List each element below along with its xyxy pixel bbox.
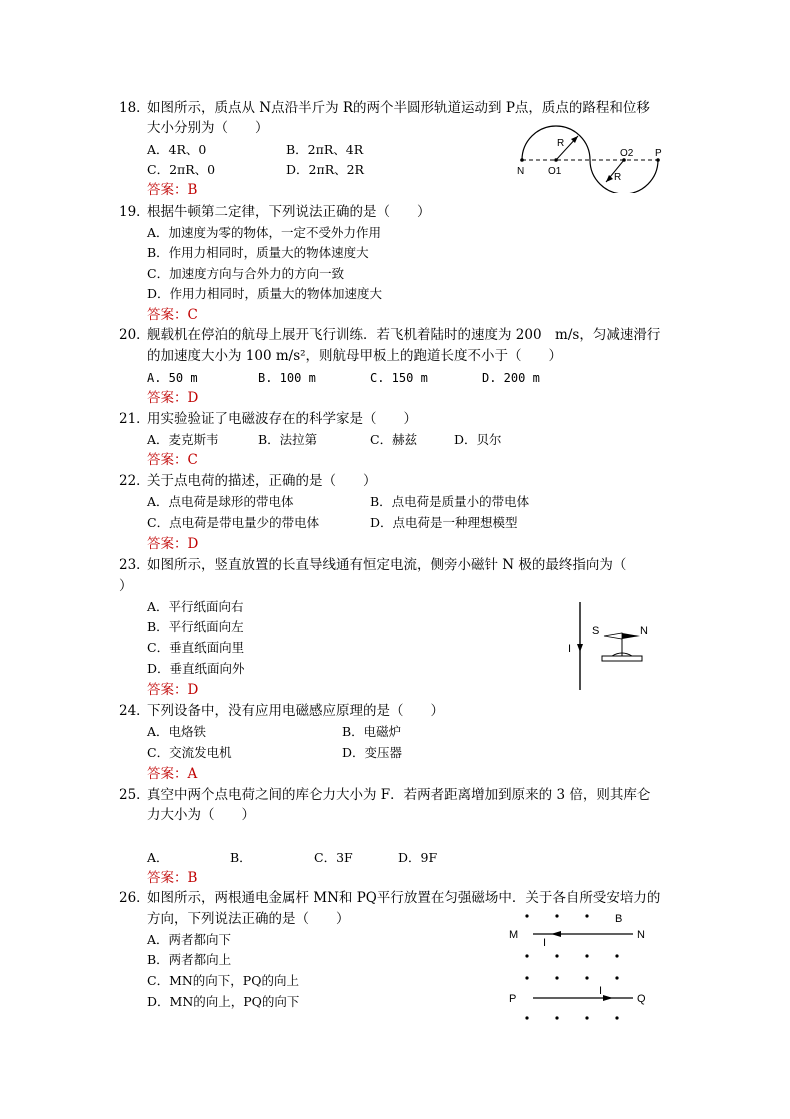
q23-label-i: I: [568, 643, 572, 655]
question-22-number: 22．: [119, 473, 150, 489]
question-21-text-1: 用实验验证了电磁波存在的科学家是（ ）: [147, 411, 417, 427]
q20-option-c: C. 150 m: [370, 371, 428, 385]
q18-answer: 答案：B: [147, 182, 198, 198]
q25-option-c: C．3F: [314, 850, 353, 865]
q19-option-d: D．作用力相同时，质量大的物体加速度大: [147, 286, 383, 301]
q21-option-d: D．贝尔: [454, 432, 502, 447]
q18-semicircle-figure: [510, 118, 670, 193]
q23-label-n: N: [640, 625, 648, 637]
q26-option-c: C．MN的向下，PQ的向上: [147, 973, 299, 988]
q23-option-c: C．垂直纸面向里: [147, 640, 245, 655]
q24-option-d: D．变压器: [342, 745, 403, 760]
q24-answer: 答案：A: [147, 766, 198, 782]
question-25-text-1: 真空中两个点电荷之间的库仑力大小为 F．若两者距离增加到原来的 3 倍，则其库仑: [147, 787, 651, 803]
q21-answer: 答案：C: [147, 452, 198, 468]
q25-answer: 答案：B: [147, 870, 198, 886]
q21-option-a: A．麦克斯韦: [147, 432, 219, 447]
question-20-text-1: 舰载机在停泊的航母上展开飞行训练．若飞机着陆时的速度为 200 m/s，匀减速滑行: [147, 327, 661, 343]
q20-option-a: A. 50 m: [147, 371, 198, 385]
q18-option-d: D．2πR、2R: [286, 162, 364, 177]
q23-label-s: S: [592, 625, 600, 637]
q26-label-m: M: [509, 929, 519, 941]
q23-option-b: B．平行纸面向左: [147, 619, 244, 634]
field-dot: [525, 1016, 528, 1019]
field-dot: [555, 914, 558, 917]
q19-option-a: A．加速度为零的物体，一定不受外力作用: [147, 225, 382, 240]
question-26-text-1: 如图所示，两根通电金属杆 MN和 PQ平行放置在匀强磁场中．关于各自所受安培力的: [147, 890, 661, 906]
q26-magnetic-field-figure: [505, 906, 655, 1022]
q24-option-a: A．电烙铁: [147, 724, 207, 739]
q18-option-c: C．2πR、0: [147, 162, 216, 177]
question-23-number: 23．: [119, 557, 150, 573]
q26-label-i-bottom: I: [599, 985, 603, 997]
q23-option-a: A．平行纸面向右: [147, 599, 244, 614]
question-20-text-2: 的加速度大小为 100 m/s²，则航母甲板上的跑道长度不小于（ ）: [147, 348, 563, 364]
q22-option-a: A．点电荷是球形的带电体: [147, 494, 294, 509]
q26-option-b: B．两者都向上: [147, 952, 232, 967]
q18-option-a: A．4R、0: [147, 142, 207, 157]
q18-label-o2: O2: [620, 148, 634, 159]
q18-label-p: P: [655, 148, 662, 159]
question-18-text-2: 大小分别为（ ）: [147, 120, 269, 136]
field-dot: [585, 914, 588, 917]
q26-label-i-top: I: [543, 937, 547, 949]
question-23-text-1: 如图所示，竖直放置的长直导线通有恒定电流，侧旁小磁针 N 极的最终指向为（: [147, 557, 627, 573]
q25-option-a: A．: [147, 850, 169, 865]
q18-label-r2: R: [614, 172, 622, 183]
q23-wire-compass-figure: [560, 600, 660, 692]
q26-option-a: A．两者都向下: [147, 932, 232, 947]
field-dot: [555, 1016, 558, 1019]
question-18-text-1: 如图所示，质点从 N点沿半斤为 R的两个半圆形轨道运动到 P点，质点的路程和位移: [147, 100, 650, 116]
q18-label-o1: O1: [548, 166, 562, 177]
q22-option-b: B．点电荷是质量小的带电体: [370, 494, 530, 509]
q21-option-c: C．赫兹: [370, 432, 418, 447]
q20-answer: 答案：D: [147, 390, 199, 406]
question-25-text-2: 力大小为（ ）: [147, 807, 255, 823]
q22-option-c: C．点电荷是带电量少的带电体: [147, 515, 320, 530]
question-18-number: 18．: [119, 100, 150, 116]
question-23-text-2: ）: [119, 578, 133, 594]
q20-option-d: D. 200 m: [482, 371, 540, 385]
field-dot: [555, 976, 558, 979]
q18-option-b: B．2πR、4R: [286, 142, 364, 157]
field-dot: [525, 954, 528, 957]
q26-label-p: P: [509, 993, 517, 1005]
q26-option-d: D．MN的向上，PQ的向下: [147, 994, 300, 1009]
field-dot: [615, 976, 618, 979]
q25-option-d: D．9F: [398, 850, 438, 865]
q18-label-n: N: [517, 166, 525, 177]
q19-option-c: C．加速度方向与合外力的方向一致: [147, 266, 345, 281]
field-dot: [615, 1016, 618, 1019]
q23-option-d: D．垂直纸面向外: [147, 661, 245, 676]
question-19-number: 19．: [119, 204, 150, 220]
q22-answer: 答案：D: [147, 536, 199, 552]
q19-answer: 答案：C: [147, 307, 198, 323]
q23-answer: 答案：D: [147, 682, 199, 698]
question-22-text-1: 关于点电荷的描述，正确的是（ ）: [147, 473, 377, 489]
question-24-number: 24．: [119, 703, 150, 719]
question-21-number: 21．: [119, 411, 150, 427]
field-dot: [525, 976, 528, 979]
q19-option-b: B．作用力相同时，质量大的物体速度大: [147, 245, 369, 260]
field-dot: [525, 914, 528, 917]
field-dot: [585, 1016, 588, 1019]
q26-label-b: B: [615, 913, 623, 925]
question-20-number: 20．: [119, 327, 150, 343]
q26-label-q: Q: [637, 993, 646, 1005]
q22-option-d: D．点电荷是一种理想模型: [370, 515, 518, 530]
question-26-text-2: 方向，下列说法正确的是（ ）: [147, 911, 350, 927]
question-19-text-1: 根据牛顿第二定律，下列说法正确的是（ ）: [147, 204, 431, 220]
q20-option-b: B. 100 m: [258, 371, 316, 385]
q18-label-r1: R: [557, 138, 565, 149]
question-26-number: 26．: [119, 890, 150, 906]
question-25-number: 25．: [119, 787, 150, 803]
field-dot: [585, 954, 588, 957]
field-dot: [585, 976, 588, 979]
q21-option-b: B．法拉第: [258, 432, 318, 447]
q24-option-b: B．电磁炉: [342, 724, 402, 739]
field-dot: [615, 954, 618, 957]
field-dot: [555, 954, 558, 957]
q24-option-c: C．交流发电机: [147, 745, 232, 760]
q26-label-n: N: [637, 929, 645, 941]
q25-option-b: B．: [230, 850, 252, 865]
question-24-text-1: 下列设备中，没有应用电磁感应原理的是（ ）: [147, 703, 444, 719]
